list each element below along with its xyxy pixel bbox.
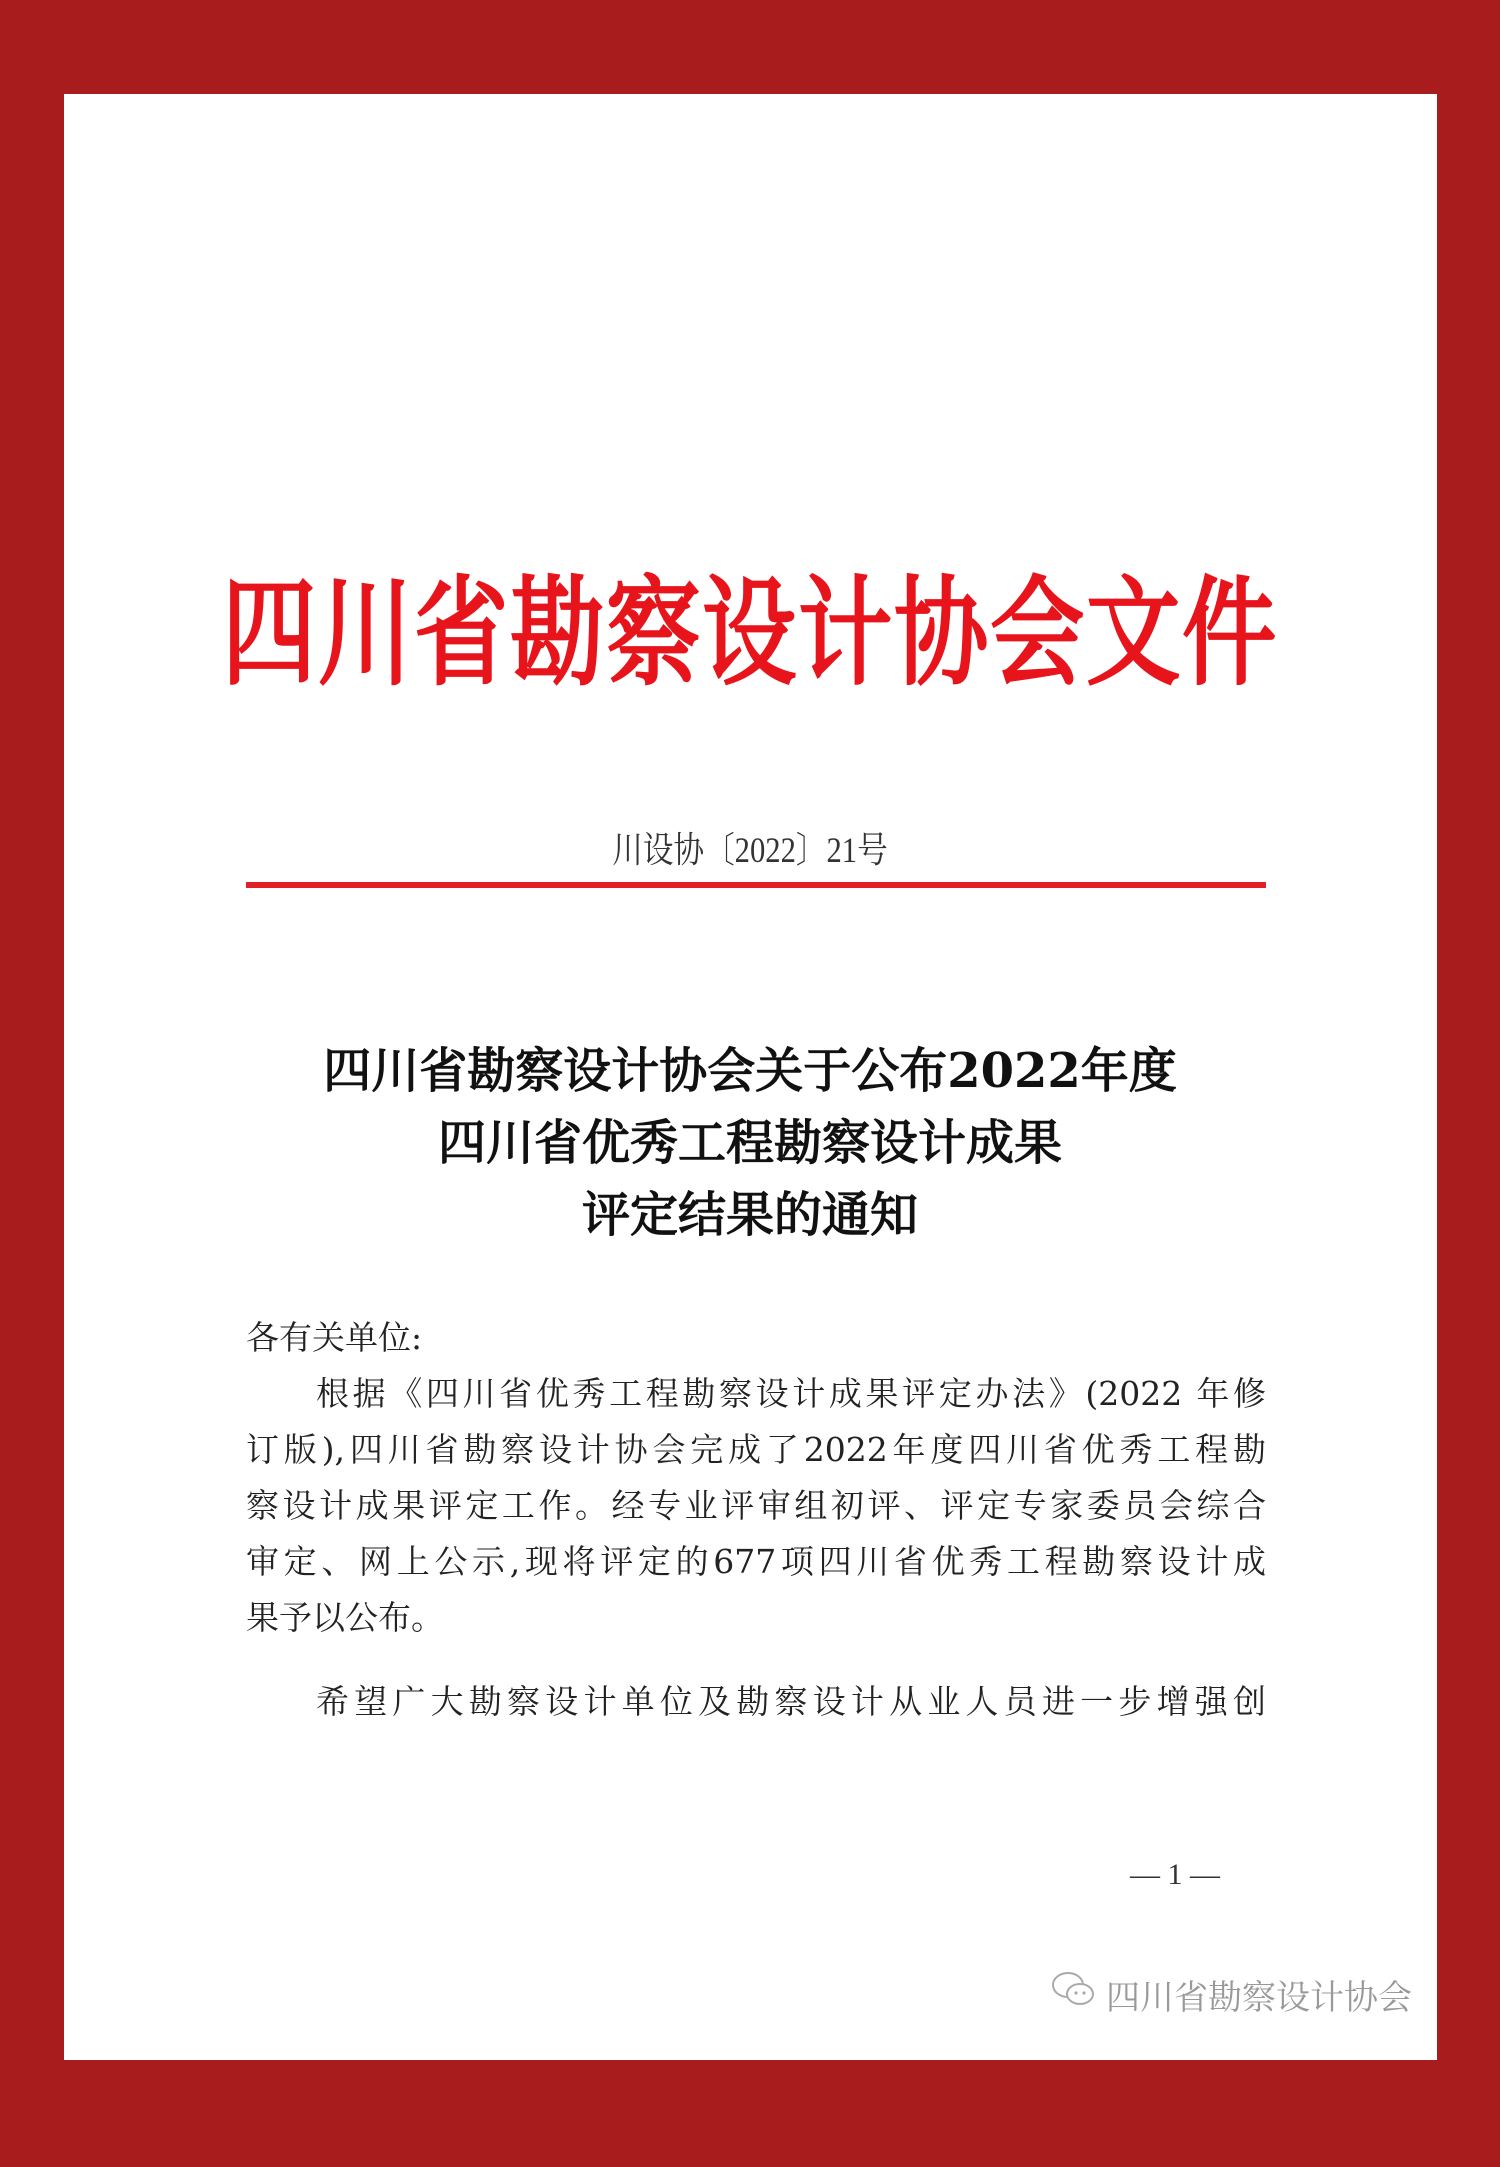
- title-line: 评定结果的通知: [581, 1187, 918, 1243]
- notice-title: [0, 1035, 1500, 1251]
- red-divider: [246, 882, 1266, 888]
- body-line: 订版),四川省勘察设计协会完成了2022年度四川省优秀工程勘: [246, 1430, 1266, 1469]
- watermark: [1050, 1970, 1412, 2019]
- title-line: 四川省勘察设计协会关于公布2022年度: [323, 1043, 1177, 1099]
- body-line: 根据《四川省优秀工程勘察设计成果评定办法》(2022 年修: [316, 1374, 1266, 1413]
- title-line: 四川省优秀工程勘察设计成果: [437, 1115, 1062, 1171]
- body-line: 审定、网上公示,现将评定的677项四川省优秀工程勘察设计成: [246, 1542, 1266, 1581]
- watermark-text: 四川省勘察设计协会: [1106, 1978, 1412, 2018]
- document-number: 川设协〔2022〕21号: [612, 830, 888, 870]
- body-line: 果予以公布。: [246, 1598, 444, 1637]
- body-line: 希望广大勘察设计单位及勘察设计从业人员进一步增强创: [316, 1682, 1266, 1721]
- salutation: 各有关单位:: [246, 1318, 423, 1357]
- notice-body: [246, 1310, 1266, 1730]
- masthead-title: 四川省勘察设计协会文件: [221, 569, 1278, 700]
- wechat-icon: [1050, 1970, 1098, 2019]
- body-line: 察设计成果评定工作。经专业评审组初评、评定专家委员会综合: [246, 1486, 1266, 1525]
- page-number: — 1 —: [1130, 1858, 1220, 1891]
